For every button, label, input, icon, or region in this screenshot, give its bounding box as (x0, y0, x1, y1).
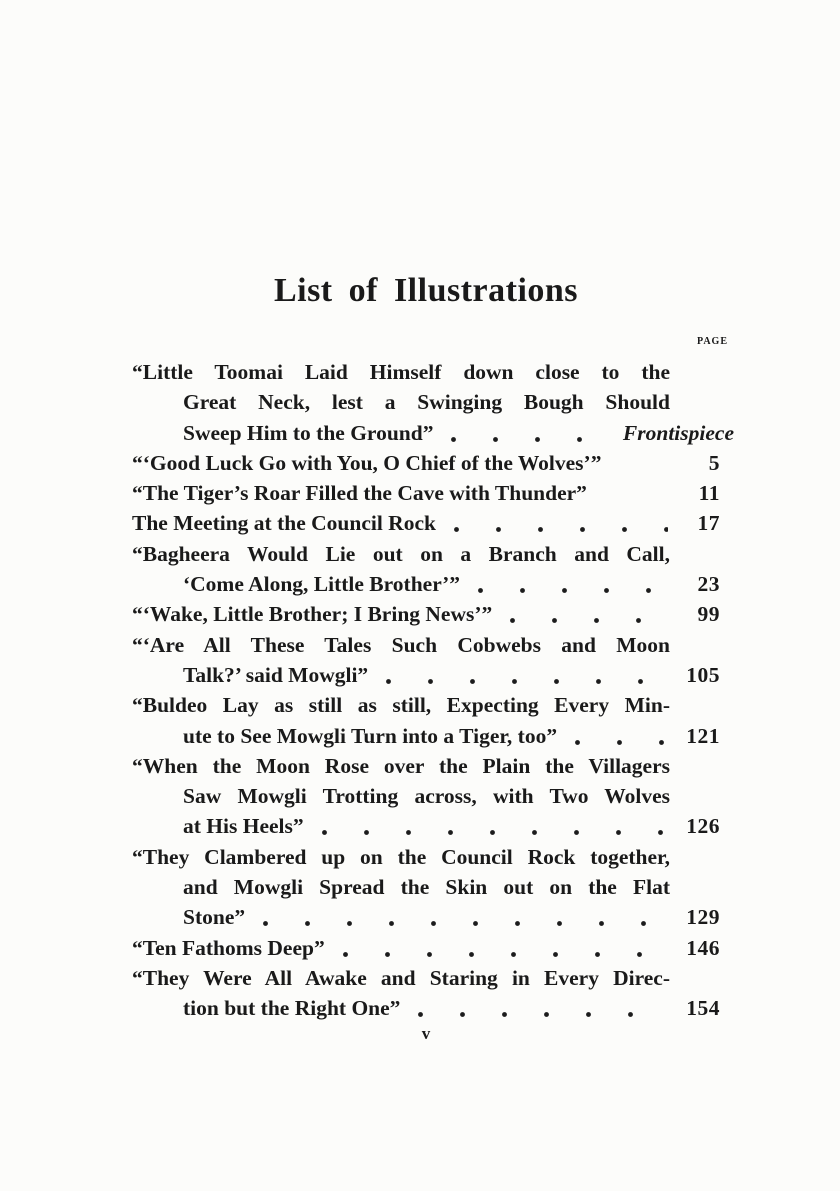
list-line (132, 933, 720, 963)
page-number: 99 (697, 602, 720, 627)
entry-text: tion but the Right One” (183, 996, 401, 1021)
entry-text: ute to See Mowgli Turn into a Tiger, too” (183, 723, 558, 748)
list-line (132, 569, 720, 599)
entry-text: “The Tiger’s Roar Filled the Cave with Thunder” (132, 481, 587, 506)
entry-text: “They Were All Awake and Staring in Every Direc- (132, 965, 670, 990)
page-number: 11 (698, 481, 720, 506)
page-number: 154 (686, 996, 720, 1021)
list-line (132, 811, 720, 841)
leader-dots (502, 599, 668, 629)
list-line (132, 902, 720, 932)
page-number: 129 (686, 905, 720, 930)
entry-text: at His Heels” (183, 814, 304, 839)
entry-text: and Mowgli Spread the Skin out on the Flat (183, 875, 670, 900)
entry-text: “When the Moon Rose over the Plain the Villagers (132, 753, 670, 778)
list-line (132, 660, 720, 690)
entry-text: “Buldeo Lay as still as still, Expecting Every Min- (132, 693, 670, 718)
leader-dots (611, 448, 668, 478)
entry-text: Talk?’ said Mowgli” (183, 662, 369, 687)
list-line (132, 781, 720, 811)
page-number: 5 (708, 450, 720, 475)
entry-text: “Bagheera Would Lie out on a Branch and Call, (132, 541, 670, 566)
list-line (132, 599, 720, 629)
page-number: 23 (697, 572, 720, 597)
list-line (132, 357, 720, 387)
entry-text: “‘Wake, Little Brother; I Bring News’” (132, 602, 493, 627)
list-line (132, 478, 720, 508)
leader-dots (255, 902, 668, 932)
entry-text: “Ten Fathoms Deep” (132, 935, 325, 960)
page-number: 105 (686, 662, 720, 687)
entry-text: “‘Good Luck Go with You, O Chief of the Wolves’” (132, 450, 602, 475)
entry-text: “They Clambered up on the Council Rock together, (132, 844, 670, 869)
page-column-header: PAGE (696, 336, 728, 347)
page-title: List of Illustrations (273, 272, 579, 309)
list-line (132, 539, 720, 569)
leader-dots (314, 811, 668, 841)
list-line (132, 872, 720, 902)
list-line (132, 993, 720, 1023)
leader-dots (567, 721, 668, 751)
leader-dots (335, 933, 668, 963)
page-number: 121 (686, 723, 720, 748)
list-line (132, 751, 720, 781)
page-number: 126 (686, 814, 720, 839)
list-line (132, 387, 720, 417)
list-line (132, 448, 720, 478)
leader-dots (446, 508, 668, 538)
entry-text: Saw Mowgli Trotting across, with Two Wolves (183, 784, 670, 809)
page-number: 17 (697, 511, 720, 536)
entry-text: ‘Come Along, Little Brother’” (183, 572, 461, 597)
list-line (132, 690, 720, 720)
entry-text: Sweep Him to the Ground” (183, 420, 434, 445)
entry-text: “Little Toomai Laid Himself down close to the (132, 360, 670, 384)
list-line (132, 721, 720, 751)
entry-text: “‘Are All These Tales Such Cobwebs and Moon (132, 632, 670, 657)
page-number: 146 (686, 935, 720, 960)
illustration-list (132, 357, 734, 1024)
list-line (132, 963, 720, 993)
leader-dots (378, 660, 668, 690)
leader-dots (443, 418, 616, 448)
entry-text: Stone” (183, 905, 246, 930)
entry-text: The Meeting at the Council Rock (132, 511, 436, 536)
leader-dots (470, 569, 668, 599)
folio-number: v (421, 1024, 431, 1043)
list-line (132, 418, 734, 448)
leader-dots (410, 993, 668, 1023)
leader-dots (597, 478, 668, 508)
list-line (132, 842, 720, 872)
list-line (132, 630, 720, 660)
list-line (132, 508, 720, 538)
frontispiece-label: Frontispiece (622, 420, 734, 445)
entry-text: Great Neck, lest a Swinging Bough Should (183, 390, 670, 415)
